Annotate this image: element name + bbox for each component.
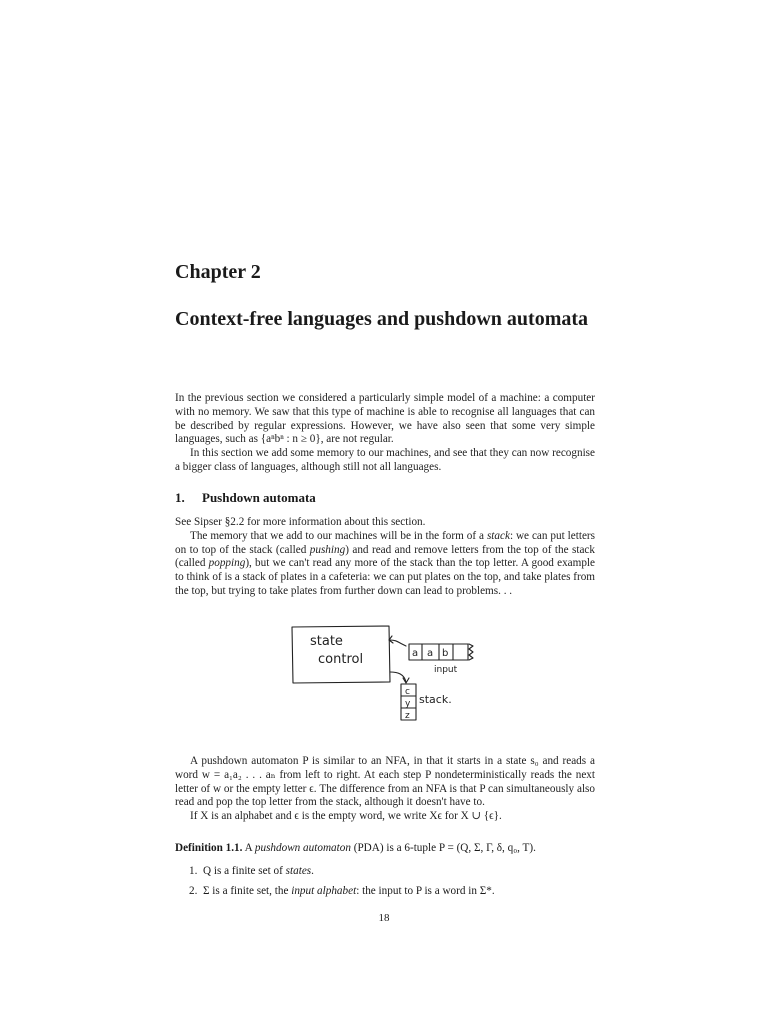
list-marker: 2. [189,885,198,897]
section-paragraph-2 [175,530,595,599]
control-label-line1: state [310,634,343,649]
stack-arrow [390,672,406,682]
text-run: The memory that we add to our machines will be in the form of a [190,529,487,542]
intro-section [175,392,595,475]
definition-term: pushdown automaton [254,842,351,854]
chapter-title: Context-free languages and pushdown automata [175,308,589,330]
pda-paragraph-1: A pushdown automaton P is similar to an NFA, in that it starts in a state s₀ and reads a word w = a₁a₂ . . . aₙ from left to right. At each step P nondeterministically reads the next letter of w or the empty letter ϵ. The difference from an NFA is that P can simultaneously also read and pop the top letter from the stack, although it doesn't have to. [175,755,595,809]
pda-paragraph-2: If X is an alphabet and ϵ is the empty word, we write Xϵ for X ∪ {ϵ}. [190,810,502,823]
page-number: 18 [378,912,390,924]
section-title: Pushdown automata [202,490,316,505]
input-cell: a [412,648,419,659]
input-label: input [434,665,458,675]
text-run: Σ is a finite set, the [203,885,292,897]
text-run: : the input to P is a word in Σ*. [356,885,495,897]
control-label-line2: control [318,652,364,667]
text-run: (PDA) is a 6-tuple P = (Q, Σ, Γ, δ, q₀, T). [350,842,536,854]
section-paragraph-1: See Sipser §2.2 for more information about this section. [175,516,426,528]
input-cell: b [442,648,449,659]
intro-paragraph-2: In this section we add some memory to our machines, and see that they can now recognise a bigger class of languages, although still not all languages. [175,447,595,473]
pda-description [175,755,595,824]
chapter-label: Chapter 2 [175,261,261,283]
term-popping: popping [208,557,246,570]
list-term: states [285,865,312,877]
stack-cell: c [405,687,410,697]
definition [175,842,595,856]
list-marker: 1. [189,865,198,877]
list-term: input alphabet [291,885,357,897]
text-run: . [311,865,314,877]
stack-cell: z [405,711,410,721]
pda-diagram [288,622,498,727]
list-item [189,865,595,879]
text-run: ), but we can't read any more of the stack than the top letter. A good example to think of is a stack of plates in a cafeteria: we can put plates on the top, and take plates from the top, but trying to take plates from further down can lead to problems. . . [175,557,595,597]
term-stack: stack [486,529,510,542]
text-run: A [242,842,255,854]
text-run: : we can put letters on to top of the stack (called [175,529,595,556]
section-heading [175,490,316,506]
input-cell: a [427,648,434,659]
term-pushing: pushing [309,543,346,556]
definition-label: Definition 1.1. [175,842,243,854]
section-number: 1. [175,490,185,505]
stack-label: stack. [419,693,452,706]
list-item [189,885,595,899]
intro-paragraph-1: In the previous section we considered a particularly simple model of a machine: a computer with no memory. We saw that this type of machine is able to recognise all languages that can be described by regular expressions. However, we have also seen that some very simple languages, such as {aⁿbⁿ : n ≥ 0}, are not regular. [175,392,595,446]
stack-cell: y [405,699,411,709]
section-body [175,516,595,599]
text-run: Q is a finite set of [203,865,286,877]
text-run: ) and read and remove letters from the top of the stack (called [175,543,595,570]
